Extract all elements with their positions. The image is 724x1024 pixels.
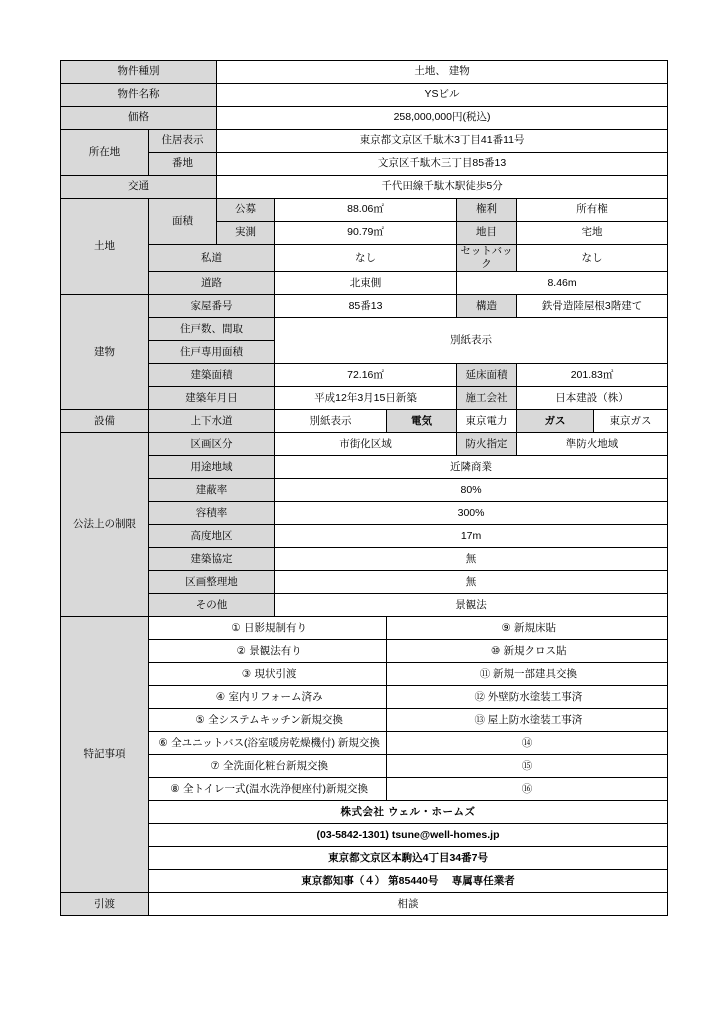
- setback-label: セットバック: [457, 245, 517, 272]
- property-name-label: 物件名称: [61, 84, 217, 107]
- lot-number-value: 文京区千駄木三丁目85番13: [217, 153, 668, 176]
- table-row: [61, 199, 668, 222]
- note-item: [387, 663, 668, 686]
- note-item: [149, 709, 387, 732]
- table-row: [61, 318, 668, 341]
- regulation-value: 80%: [275, 479, 668, 502]
- table-row: [61, 502, 668, 525]
- electric-value: 東京電力: [457, 410, 517, 433]
- transport-value: 千代田線千駄木駅徒歩5分: [217, 176, 668, 199]
- table-row: [61, 571, 668, 594]
- note-text: 新規床貼: [514, 621, 557, 634]
- address-label: 所在地: [61, 130, 149, 176]
- note-text: 外壁防水塗装工事済: [487, 690, 583, 703]
- fire-designation-label: 防火指定: [457, 433, 517, 456]
- road-direction-value: 北東側: [275, 272, 457, 295]
- private-road-label: 私道: [149, 245, 275, 272]
- property-detail-table: [60, 60, 668, 916]
- road-label: 道路: [149, 272, 275, 295]
- delivery-value: 相談: [149, 893, 668, 916]
- table-row: [61, 893, 668, 916]
- note-text: 全システムキッチン新規交換: [208, 713, 343, 726]
- land-public-label: 公募: [217, 199, 275, 222]
- built-date-label: 建築年月日: [149, 387, 275, 410]
- regulation-value: 無: [275, 548, 668, 571]
- total-floor-label: 延床面積: [457, 364, 517, 387]
- residence-display-value: 東京都文京区千駄木3丁目41番11号: [217, 130, 668, 153]
- table-row: [61, 824, 668, 847]
- regulation-label: その他: [149, 594, 275, 617]
- regulation-label: 建蔽率: [149, 479, 275, 502]
- note-item: [387, 617, 668, 640]
- note-text: 屋上防水塗装工事済: [487, 713, 583, 726]
- note-text: 新規クロス貼: [503, 644, 567, 657]
- residence-display-label: 住居表示: [149, 130, 217, 153]
- built-date-value: 平成12年3月15日新築: [275, 387, 457, 410]
- water-value: 別紙表示: [275, 410, 387, 433]
- note-number: ⑦: [210, 759, 220, 772]
- gas-label: ガス: [517, 410, 594, 433]
- lot-number-label: 番地: [149, 153, 217, 176]
- price-value: 258,000,000円(税込): [217, 107, 668, 130]
- company-license: 東京都知事（４） 第85440号 専属専任業者: [149, 870, 668, 893]
- note-number: ⑭: [521, 736, 533, 749]
- private-road-value: なし: [275, 245, 457, 272]
- property-name-value: YSビル: [217, 84, 668, 107]
- regulation-label: 容積率: [149, 502, 275, 525]
- table-row: [61, 479, 668, 502]
- note-number: ①: [231, 621, 241, 634]
- gas-value: 東京ガス: [594, 410, 668, 433]
- table-row: [61, 525, 668, 548]
- regulation-label: 建築協定: [149, 548, 275, 571]
- regulation-label: 区画整理地: [149, 571, 275, 594]
- note-item: [149, 755, 387, 778]
- table-row: [61, 617, 668, 640]
- property-type-label: 物件種別: [61, 61, 217, 84]
- note-item: [387, 755, 668, 778]
- table-row: [61, 801, 668, 824]
- total-floor-value: 201.83㎡: [517, 364, 668, 387]
- water-label: 上下水道: [149, 410, 275, 433]
- table-row: [61, 130, 668, 153]
- regulation-value: 無: [275, 571, 668, 594]
- table-row: [61, 245, 668, 272]
- table-row: [61, 548, 668, 571]
- note-item: [149, 686, 387, 709]
- regulation-value: 近隣商業: [275, 456, 668, 479]
- table-row: [61, 847, 668, 870]
- table-row: [61, 686, 668, 709]
- table-row: [61, 364, 668, 387]
- building-label: 建物: [61, 295, 149, 410]
- note-text: 景観法有り: [249, 644, 302, 657]
- land-area-label: 面積: [149, 199, 217, 245]
- table-row: [61, 272, 668, 295]
- regulation-label: 区画区分: [149, 433, 275, 456]
- units-label: 住戸数、間取: [149, 318, 275, 341]
- note-item: [387, 640, 668, 663]
- road-width-value: 8.46m: [457, 272, 668, 295]
- note-number: ⑥: [158, 736, 168, 749]
- table-row: [61, 709, 668, 732]
- units-value: 別紙表示: [275, 318, 668, 364]
- table-row: [61, 732, 668, 755]
- regulation-label: 用途地域: [149, 456, 275, 479]
- table-row: [61, 176, 668, 199]
- builder-label: 施工会社: [457, 387, 517, 410]
- note-text: 日影規制有り: [244, 621, 307, 634]
- note-item: [387, 709, 668, 732]
- table-row: [61, 107, 668, 130]
- note-number: ⑤: [195, 713, 205, 726]
- note-number: ⑩: [490, 644, 501, 657]
- fire-designation-value: 準防火地域: [517, 433, 668, 456]
- company-address: 東京都文京区本駒込4丁目34番7号: [149, 847, 668, 870]
- land-category-value: 宅地: [517, 222, 668, 245]
- table-row: [61, 870, 668, 893]
- land-rights-value: 所有権: [517, 199, 668, 222]
- note-item: [149, 617, 387, 640]
- land-public-value: 88.06㎡: [275, 199, 457, 222]
- table-row: [61, 295, 668, 318]
- regulations-label: 公法上の制限: [61, 433, 149, 617]
- note-text: 全洗面化粧台新規交換: [223, 759, 328, 772]
- electric-label: 電気: [387, 410, 457, 433]
- house-number-value: 85番13: [275, 295, 457, 318]
- land-rights-label: 権利: [457, 199, 517, 222]
- delivery-label: 引渡: [61, 893, 149, 916]
- note-number: ⑪: [479, 667, 491, 680]
- note-text: 新規一部建具交換: [493, 667, 578, 680]
- land-label: 土地: [61, 199, 149, 295]
- land-actual-value: 90.79㎡: [275, 222, 457, 245]
- regulation-value: 300%: [275, 502, 668, 525]
- regulation-value: 景観法: [275, 594, 668, 617]
- house-number-label: 家屋番号: [149, 295, 275, 318]
- company-contact: (03-5842-1301) tsune@well-homes.jp: [149, 824, 668, 847]
- note-number: ③: [241, 667, 252, 680]
- note-item: [149, 663, 387, 686]
- note-text: 全ユニットバス(浴室暖房乾燥機付) 新規交換: [171, 736, 380, 749]
- note-number: ⑧: [170, 782, 180, 795]
- table-row: [61, 84, 668, 107]
- notes-label: 特記事項: [61, 617, 149, 893]
- structure-value: 鉄骨造陸屋根3階建て: [517, 295, 668, 318]
- table-row: [61, 594, 668, 617]
- price-label: 価格: [61, 107, 217, 130]
- note-number: ④: [215, 690, 226, 703]
- table-row: [61, 61, 668, 84]
- table-row: [61, 755, 668, 778]
- note-number: ⑨: [501, 621, 511, 634]
- note-item: [387, 778, 668, 801]
- company-name: 株式会社 ウェル・ホームズ: [149, 801, 668, 824]
- note-number: ⑮: [521, 759, 533, 772]
- equipment-label: 設備: [61, 410, 149, 433]
- builder-value: 日本建設（株）: [517, 387, 668, 410]
- property-type-value: 土地、 建物: [217, 61, 668, 84]
- setback-value: なし: [517, 245, 668, 272]
- note-text: 室内リフォーム済み: [228, 690, 323, 703]
- note-number: ⑯: [521, 782, 533, 795]
- note-text: 全トイレ一式(温水洗浄便座付)新規交換: [183, 782, 368, 795]
- note-number: ⑬: [474, 713, 486, 726]
- building-area-value: 72.16㎡: [275, 364, 457, 387]
- regulation-value: 17m: [275, 525, 668, 548]
- land-category-label: 地目: [457, 222, 517, 245]
- note-item: [149, 778, 387, 801]
- note-item: [387, 686, 668, 709]
- regulation-label: 高度地区: [149, 525, 275, 548]
- table-row: [61, 387, 668, 410]
- building-area-label: 建築面積: [149, 364, 275, 387]
- table-row: [61, 640, 668, 663]
- table-row: [61, 456, 668, 479]
- note-number: ②: [236, 644, 246, 657]
- land-actual-label: 実測: [217, 222, 275, 245]
- table-row: [61, 663, 668, 686]
- exclusive-area-label: 住戸専用面積: [149, 341, 275, 364]
- note-item: [387, 732, 668, 755]
- note-number: ⑫: [474, 690, 486, 703]
- table-row: [61, 778, 668, 801]
- note-item: [149, 732, 387, 755]
- transport-label: 交通: [61, 176, 217, 199]
- regulation-value: 市街化区域: [275, 433, 457, 456]
- note-text: 現状引渡: [254, 667, 297, 680]
- note-item: [149, 640, 387, 663]
- structure-label: 構造: [457, 295, 517, 318]
- table-row: [61, 433, 668, 456]
- table-row: [61, 153, 668, 176]
- table-row: [61, 410, 668, 433]
